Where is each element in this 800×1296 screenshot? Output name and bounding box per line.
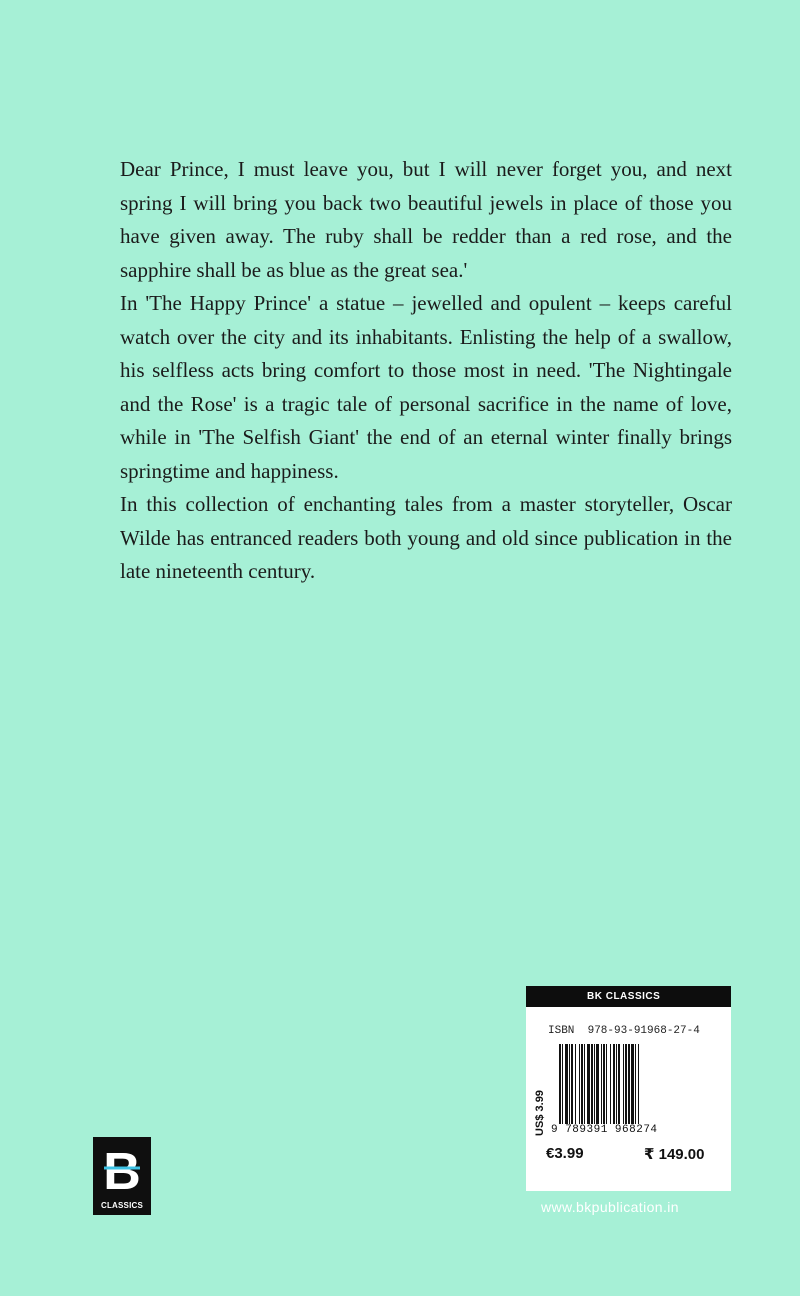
barcode-digits: 9 789391 968274 [551, 1124, 658, 1136]
barcode [559, 1044, 719, 1124]
publisher-website: www.bkpublication.in [541, 1199, 679, 1215]
barcode-bar [584, 1044, 585, 1124]
barcode-bar [613, 1044, 615, 1124]
barcode-bar [606, 1044, 607, 1124]
barcode-bar [594, 1044, 595, 1124]
barcode-bar [625, 1044, 627, 1124]
barcode-bar [571, 1044, 573, 1124]
price-usd: US$ 3.99 [534, 1090, 546, 1136]
barcode-bar [581, 1044, 583, 1124]
barcode-bar [565, 1044, 568, 1124]
barcode-bar [575, 1044, 576, 1124]
barcode-box [526, 986, 731, 1191]
barcode-bar [591, 1044, 593, 1124]
isbn-line [548, 1025, 700, 1037]
back-cover-blurb [120, 153, 732, 589]
barcode-bar [638, 1044, 639, 1124]
barcode-bar [587, 1044, 590, 1124]
price-eur: €3.99 [546, 1145, 584, 1162]
barcode-bar [618, 1044, 620, 1124]
barcode-bar [623, 1044, 624, 1124]
barcode-bar [562, 1044, 563, 1124]
barcode-bar [610, 1044, 611, 1124]
blurb-summary: In 'The Happy Prince' a statue – jewelled and opulent – keeps careful watch over the city and its inhabitants. Enlisting the help of a swallow, his selfless acts bring comfort to those most in need. 'The Nightingale and the Rose' is a tragic tale of personal sacrifice in the name of love, while in 'The Selfish Giant' the end of an eternal winter finally brings springtime and happiness. [120, 291, 732, 483]
barcode-header: BK CLASSICS [526, 986, 731, 1007]
barcode-bar [579, 1044, 580, 1124]
logo-letter: B [103, 1143, 141, 1201]
barcode-bar [603, 1044, 605, 1124]
barcode-bar [601, 1044, 602, 1124]
price-inr: ₹ 149.00 [644, 1146, 705, 1163]
blurb-quote: Dear Prince, I must leave you, but I will never forget you, and next spring I will bring you back two beautiful jewels in place of those you have given away. The ruby shall be redder than a red rose, and the sapphire shall be as blue as the great sea.' [120, 157, 732, 282]
barcode-bar [596, 1044, 599, 1124]
barcode-bar [631, 1044, 634, 1124]
barcode-bar [616, 1044, 617, 1124]
publisher-logo [93, 1137, 151, 1215]
bk-logo-icon [93, 1137, 151, 1201]
blurb-closing: In this collection of enchanting tales from a master storyteller, Oscar Wilde has entranced readers both young and old since publication in the late nineteenth century. [120, 492, 732, 583]
barcode-bar [569, 1044, 570, 1124]
isbn-number: 978-93-91968-27-4 [587, 1025, 700, 1037]
isbn-label: ISBN [548, 1025, 575, 1037]
barcode-bar [559, 1044, 561, 1124]
barcode-bar [635, 1044, 636, 1124]
barcode-bar [628, 1044, 630, 1124]
logo-text: CLASSICS [100, 1201, 144, 1210]
